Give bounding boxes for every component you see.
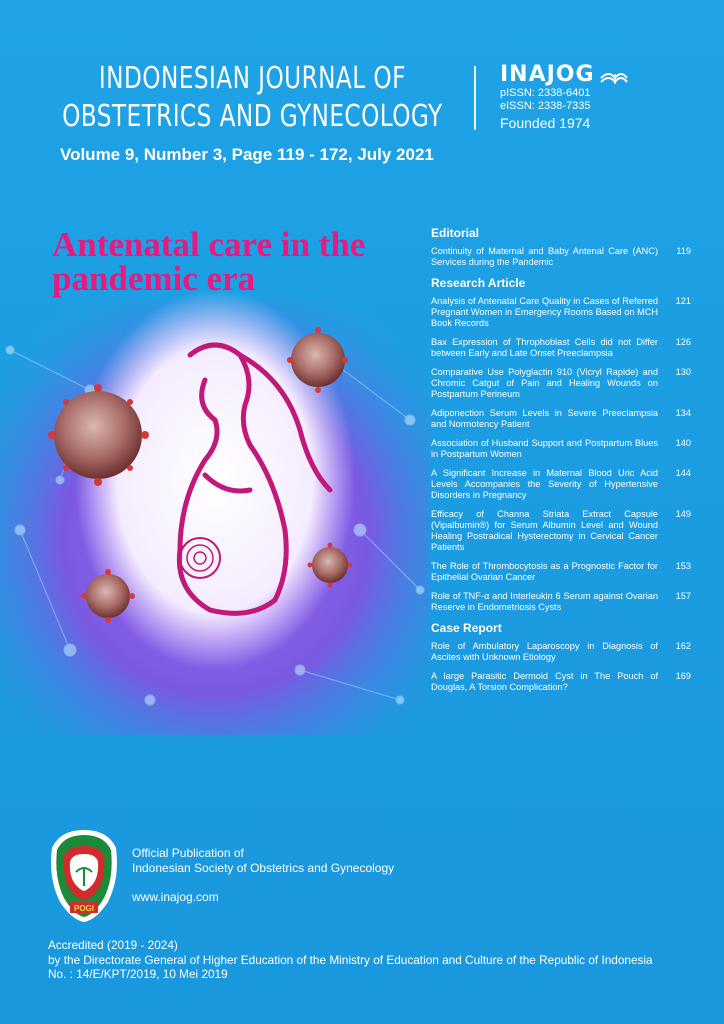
research-item[interactable] bbox=[431, 591, 691, 613]
toc-item-page: 134 bbox=[675, 408, 691, 418]
eissn: eISSN: 2338-7335 bbox=[500, 100, 591, 112]
toc-item-title: Comparative Use Polyglactin 910 (Vicryl Rapide) and Chromic Catgut of Pain and Healing Wounds on Postpartum Perineum bbox=[431, 367, 658, 399]
research-heading: Research Article bbox=[431, 276, 526, 290]
research-item[interactable] bbox=[431, 408, 691, 430]
pissn: pISSN: 2338-6401 bbox=[500, 87, 591, 99]
toc-item-title: Role of TNF-α and Interleukin 6 Serum against Ovarian Reserve in Endometriosis Cysts bbox=[431, 591, 658, 612]
journal-title bbox=[52, 60, 453, 136]
pogi-logo bbox=[48, 828, 120, 924]
official-line2: Indonesian Society of Obstetrics and Gynecology bbox=[132, 861, 395, 875]
toc-item-page: 140 bbox=[675, 438, 691, 448]
research-item[interactable] bbox=[431, 337, 691, 359]
toc-item-title: Association of Husband Support and Postpartum Blues in Postpartum Women bbox=[431, 438, 658, 459]
research-item[interactable] bbox=[431, 296, 691, 329]
table-of-contents bbox=[431, 226, 691, 701]
cover-illustration bbox=[0, 225, 430, 735]
pogi-label: POGI bbox=[73, 904, 95, 913]
website-link[interactable]: www.inajog.com bbox=[132, 890, 219, 904]
editorial-heading: Editorial bbox=[431, 226, 480, 240]
accredit-line3: No. : 14/E/KPT/2019, 10 Mei 2019 bbox=[48, 967, 228, 981]
header-divider bbox=[474, 66, 476, 130]
cover-title bbox=[52, 225, 432, 298]
case-report-item[interactable] bbox=[431, 671, 691, 693]
toc-item-page: 157 bbox=[675, 591, 691, 601]
toc-item-page: 144 bbox=[675, 468, 691, 478]
founded-year: Founded 1974 bbox=[500, 115, 591, 131]
research-item[interactable] bbox=[431, 561, 691, 583]
toc-item-page: 169 bbox=[675, 671, 691, 681]
journal-title-line2: OBSTETRICS AND GYNECOLOGY bbox=[62, 99, 443, 134]
research-item[interactable] bbox=[431, 438, 691, 460]
official-publication bbox=[132, 846, 394, 876]
inajog-logo-block bbox=[500, 62, 650, 131]
toc-item-page: 153 bbox=[675, 561, 691, 571]
toc-item-title: Bax Expression of Throphoblast Cells did not Differ between Early and Late Onset Preeclampsia bbox=[431, 337, 658, 358]
toc-item-page: 126 bbox=[675, 337, 691, 347]
cover-title-line2: pandemic era bbox=[52, 259, 256, 298]
toc-item-title: A large Parasitic Dermoid Cyst in The Pouch of Douglas, A Torsion Complication? bbox=[431, 671, 658, 692]
case-heading: Case Report bbox=[431, 621, 502, 635]
toc-item-page: 121 bbox=[675, 296, 691, 306]
book-icon bbox=[599, 64, 629, 86]
toc-item-page: 130 bbox=[675, 367, 691, 377]
toc-item-page: 162 bbox=[675, 641, 691, 651]
toc-item-page: 149 bbox=[675, 509, 691, 519]
toc-item-page: 119 bbox=[676, 246, 691, 256]
toc-item-title: Role of Ambulatory Laparoscopy in Diagnosis of Ascites with Unknown Etiology bbox=[431, 641, 658, 662]
toc-item-title: Analysis of Antenatal Care Quality in Cases of Referred Pregnant Women in Emergency Rooms Based on MCH Book Records bbox=[431, 296, 658, 328]
research-item[interactable] bbox=[431, 509, 691, 553]
editorial-item[interactable] bbox=[431, 246, 691, 268]
research-item[interactable] bbox=[431, 367, 691, 400]
accredit-line2: by the Directorate General of Higher Education of the Ministry of Education and Culture of the Republic of Indonesia bbox=[48, 952, 653, 967]
accredit-line1: Accredited (2019 - 2024) bbox=[48, 938, 178, 952]
toc-item-title: A Significant Increase in Maternal Blood Uric Acid Levels Accompanies the Severity of Hypertensive Disorders in Pregnancy bbox=[431, 468, 658, 500]
cover-title-line1: Antenatal care in the bbox=[52, 225, 366, 264]
inajog-logo: INAJOG bbox=[500, 62, 595, 87]
case-report-item[interactable] bbox=[431, 641, 691, 663]
research-item[interactable] bbox=[431, 468, 691, 501]
journal-title-line1: INDONESIAN JOURNAL OF bbox=[98, 61, 406, 96]
toc-item-title: Continuity of Maternal and Baby Antenal Care (ANC) Services during the Pandemic bbox=[431, 246, 658, 267]
toc-item-title: Efficacy of Channa Striata Extract Capsule (Vipalbumin®) for Serum Albumin Level and Wound Healing Postradical Hysterectomy in Cervical Cancer Patients bbox=[431, 509, 658, 552]
volume-info: Volume 9, Number 3, Page 119 - 172, July 2021 bbox=[60, 145, 434, 164]
toc-item-title: The Role of Thrombocytosis as a Prognostic Factor for Epithelial Ovarian Cancer bbox=[431, 561, 658, 582]
official-line1: Official Publication of bbox=[132, 846, 244, 860]
accreditation bbox=[48, 938, 708, 982]
toc-item-title: Adiponection Serum Levels in Severe Preeclampsia and Normotency Patient bbox=[431, 408, 658, 429]
